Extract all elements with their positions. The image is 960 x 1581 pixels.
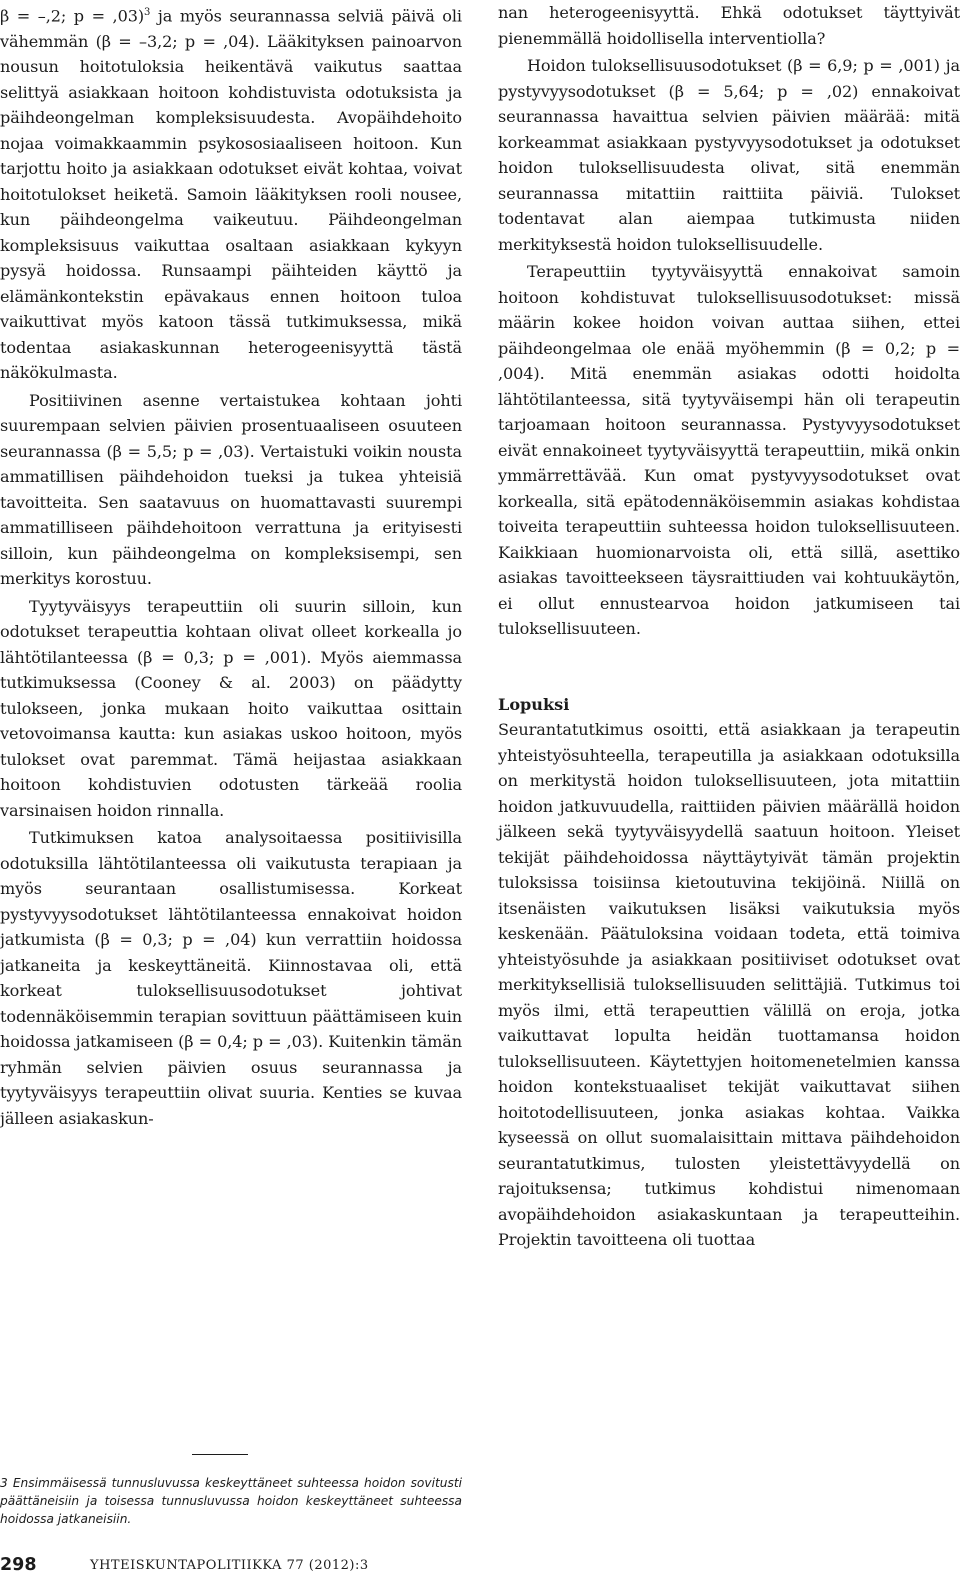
body-paragraph: nan heterogeenisyyttä. Ehkä odotukset täyttyivät pienemmällä hoidollisella interventiolla?	[498, 3, 960, 48]
left-column	[0, 0, 462, 1131]
body-paragraph: Terapeuttiin tyytyväisyyttä ennakoivat samoin hoitoon kohdistuvat tuloksellisuusodotukset: missä määrin kokee hoidon voivan auttaa siihen, ettei päihdeongelmaa ole enää myöhemmin (β = 0,2; p = ,004). Mitä enemmän asiakas odotti hoidolta lähtötilanteessa, sitä tyytyväisempi hän oli terapeutin tarjoamaan hoitoon seurannassa. Pystyvyysodotukset eivät ennakoineet tyytyväisyyttä terapeuttiin, mikä onkin ymmärrettävää. Kun omat pystyvyysodotukset ovat korkealla, sitä epätodennäköisemmin asiakas kohdistaa toiveita terapeuttiin suhteessa hoidon tuloksellisuuteen. Kaikkiaan huomionarvoista oli, että sillä, asettiko asiakas tavoitteekseen täysraittiuden vai kohtuukäytön, ei ollut ennustearvoa hoidon jatkumiseen tai tuloksellisuuteen.	[498, 262, 960, 638]
footnote-ref: 3	[144, 7, 151, 18]
footnote: 3 Ensimmäisessä tunnusluvussa keskeyttäneet suhteessa hoidon sovitusti päättäneisiin ja toisessa tunnusluvussa hoidon keskeyttäneet suhteessa hoidossa jatkaneisiin.	[0, 1476, 462, 1526]
page-number: 298	[0, 1555, 37, 1575]
body-paragraph: Seurantatutkimus osoitti, että asiakkaan ja terapeutin yhteistyösuhteella, terapeutilla ja asiakkaan odotuksilla on merkitystä hoidon tuloksellisuuteen, jota mitattiin hoidon jatkuvuudella, raittiiden päivien määrällä hoidon jälkeen sekä tyytyväisyydellä saatuun hoitoon. Yleiset tekijät päihdehoidossa näyttäytyivät tämän projektin tuloksissa toisiinsa kietoutuvina tekijöinä. Niillä on itsenäisten vaikutuksen lisäksi vaikutuksia myös keskenään. Päätuloksina voidaan todeta, että toimiva yhteistyösuhde ja asiakkaan positiiviset odotukset ovat merkityksellisiä tuloksellisuuden selittäjiä. Tutkimus toi myös ilmi, että terapeuttien välillä on eroja, jotka vaikuttavat lopulta heidän tuottamansa hoidon tuloksellisuuteen. Käytettyjen hoitomenetelmien kanssa hoidon kontekstuaaliset tekijät vaikuttavat siihen hoitotodellisuuteen, jonka asiakas kohtaa. Vaikka kyseessä on ollut suomalaisittain mittava päihdehoidon seurantatutkimus, tulosten yleistettävyydellä on rajoituksensa; tutkimus kohdistui nimenomaan avopäihdehoidon asiakaskuntaan ja terapeutteihin. Projektin tavoitteena oli tuottaa	[498, 720, 960, 1249]
section-heading: Lopuksi	[498, 694, 570, 714]
journal-title: YHTEISKUNTAPOLITIIKKA 77 (2012):3	[90, 1558, 369, 1573]
body-paragraph: β = –,2; p = ,03)$^3$ ja myös seurannassa selviä päivä oli vähemmän (β = –3,2; p = ,04). Lääkityksen painoarvon nousun hoitotuloksia heikentävä vaikutus saattaa selittyä asiakkaan hoitoon kohdistuvista odotuksista ja päihdeongelman kompleksisuudesta. Avopäihdehoito nojaa voimakkaammin psykososiaaliseen hoitoon. Kun tarjottu hoito ja asiakkaan odotukset eivät kohtaa, voivat hoitotulokset heiketä. Samoin lääkityksen rooli nousee, kun päihdeongelma vaikeutuu. Päihdeongelman kompleksisuus vaikuttaa osaltaan asiakkaan kykyyn pysyä hoidossa. Runsaampi päihteiden käyttö ja elämänkontekstin epävakaus ennen hoitoon tuloa vaikuttivat myös katoon tässä tutkimuksessa, mikä todentaa asiakaskunnan heterogeenisyyttä tästä näkökulmasta.	[0, 6, 462, 383]
body-paragraph: Hoidon tuloksellisuusodotukset (β = 6,9; p = ,001) ja pystyvyysodotukset (β = 5,64; p = ,02) ennakoivat seurannassa havaittua selvien päivien määrää: mitä korkeammat asiakkaan pystyvyysodotukset ja odotukset hoidon tuloksellisuudesta olivat, sitä enemmän seurannassa mitattiin raittiita päiviä. Tulokset todentavat alan aiempaa tutkimusta niiden merkityksestä hoidon tuloksellisuudelle.	[498, 56, 960, 254]
body-paragraph: Positiivinen asenne vertaistukea kohtaan johti suurempaan selvien päivien prosentuaaliseen osuuteen seurannassa (β = 5,5; p = ,03). Vertaistuki voikin nousta ammatillisen päihdehoidon tueksi ja tukea yhteisiä tavoitteita. Sen saatavuus on huomattavasti suurempi ammatilliseen päihdehoitoon verrattuna ja erityisesti silloin, kun päihdeongelma on kompleksisempi, sen merkitys korostuu.	[0, 390, 462, 589]
footnote-divider	[192, 1454, 248, 1455]
body-paragraph: Tutkimuksen katoa analysoitaessa positiivisilla odotuksilla lähtötilanteessa oli vaikutusta terapiaan ja myös seurantaan osallistumisessa. Korkeat pystyvyysodotukset lähtötilanteessa ennakoivat hoidon jatkumista (β = 0,3; p = ,04) kun verrattiin hoidossa jatkaneita ja keskeyttäneitä. Kiinnostavaa oli, että korkeat tuloksellisuusodotukset johtivat todennäköisemmin terapian sovittuun päättämiseen kuin hoidossa jatkamiseen (β = 0,4; p = ,03). Kuitenkin tämän ryhmän selvien päivien osuus seurannassa ja tyytyväisyys terapeuttiin olivat suuria. Kenties se kuvaa jälleen asiakaskun-	[0, 828, 462, 1128]
right-column	[498, 0, 960, 1253]
body-paragraph: Tyytyväisyys terapeuttiin oli suurin silloin, kun odotukset terapeuttia kohtaan olivat olleet korkealla jo lähtötilanteessa (β = 0,3; p = ,001). Myös aiemmassa tutkimuksessa (Cooney & al. 2003) on päädytty tulokseen, jonka mukaan hoito vaikuttaa osittain vetovoimansa kautta: kun asiakas uskoo hoitoon, myös tulokset ovat paremmat. Tämä heijastaa asiakkaan hoitoon kohdistuvien odotusten tärkeää roolia varsinaisen hoidon rinnalla.	[0, 596, 462, 820]
